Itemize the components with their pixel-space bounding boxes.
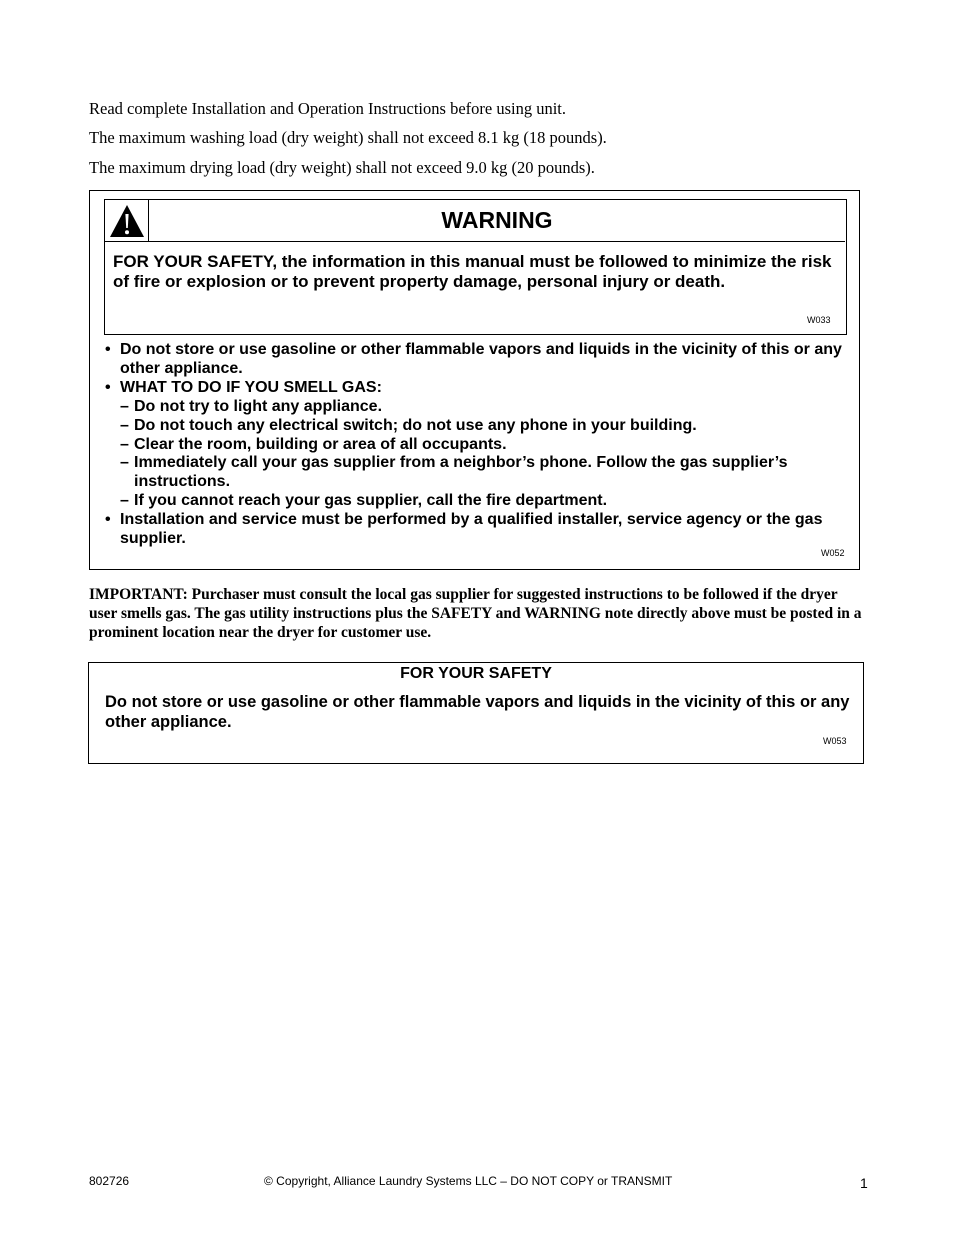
bullet-glyph: • [105,341,111,358]
gas-step-text: Do not touch any electrical switch; do not use any phone in your building. [134,416,697,434]
gas-step [105,492,845,511]
warning-header [105,200,845,242]
safety-box [88,662,864,764]
safety-title: FOR YOUR SAFETY [400,665,552,682]
gas-step [105,398,845,417]
list-item [105,379,845,398]
bullet-glyph: • [105,378,111,396]
warning-statement-box [104,199,847,335]
gas-step-text: If you cannot reach your gas supplier, call the fire department. [134,492,608,510]
list-item [105,341,845,379]
gas-step-text: Clear the room, building or area of all occupants. [134,435,507,453]
dash-glyph: – [120,454,129,472]
important-notice: IMPORTANT: Purchaser must consult the local gas supplier for suggested instructions to be followed if the dryer user smells gas. The gas utility instructions plus the SAFETY and WARNING note directly above must be posted in a prominent location near the dryer for customer use. [89,586,862,641]
safety-code: W053 [823,736,847,746]
bullet-glyph: • [105,511,111,529]
dash-glyph: – [120,416,129,434]
hazard-list-code: W052 [821,548,845,558]
dash-glyph: – [120,435,129,453]
dash-glyph: – [120,492,129,510]
intro-line-2: The maximum washing load (dry weight) shall not exceed 8.1 kg (18 pounds). [89,128,607,147]
doc-number: 802726 [89,1174,130,1188]
copyright-notice: © Copyright, Alliance Laundry Systems LLC – DO NOT COPY or TRANSMIT [264,1174,673,1188]
warning-title: WARNING [441,207,553,233]
gas-step-text: Immediately call your gas supplier from a neighbor’s phone. Follow the gas supplier’s instructions. [134,454,788,491]
gas-step [105,454,845,492]
list-item [105,511,845,549]
list-item-text: WHAT TO DO IF YOU SMELL GAS: [120,378,382,396]
page-number: 1 [860,1175,868,1191]
warning-panel [89,190,860,570]
warning-statement-code: W033 [807,315,831,325]
warning-statement: FOR YOUR SAFETY, the information in this manual must be followed to minimize the risk of fire or explosion or to prevent property damage, personal injury or death. [113,252,832,291]
safety-body: Do not store or use gasoline or other flammable vapors and liquids in the vicinity of this or any other appliance. [105,693,850,731]
list-item-text: Installation and service must be performed by a qualified installer, service agency or the gas supplier. [120,511,823,548]
warning-triangle-icon [109,204,145,238]
intro-line-1: Read complete Installation and Operation Instructions before using unit. [89,99,567,118]
gas-step-text: Do not try to light any appliance. [134,397,383,415]
warning-icon-cell [105,200,149,241]
intro-line-3: The maximum drying load (dry weight) shall not exceed 9.0 kg (20 pounds). [89,158,595,177]
dash-glyph: – [120,397,129,415]
list-item-text: Do not store or use gasoline or other flammable vapors and liquids in the vicinity of this or any other appliance. [120,341,842,377]
hazard-list [105,341,845,549]
gas-step [105,436,845,455]
gas-step [105,417,845,436]
